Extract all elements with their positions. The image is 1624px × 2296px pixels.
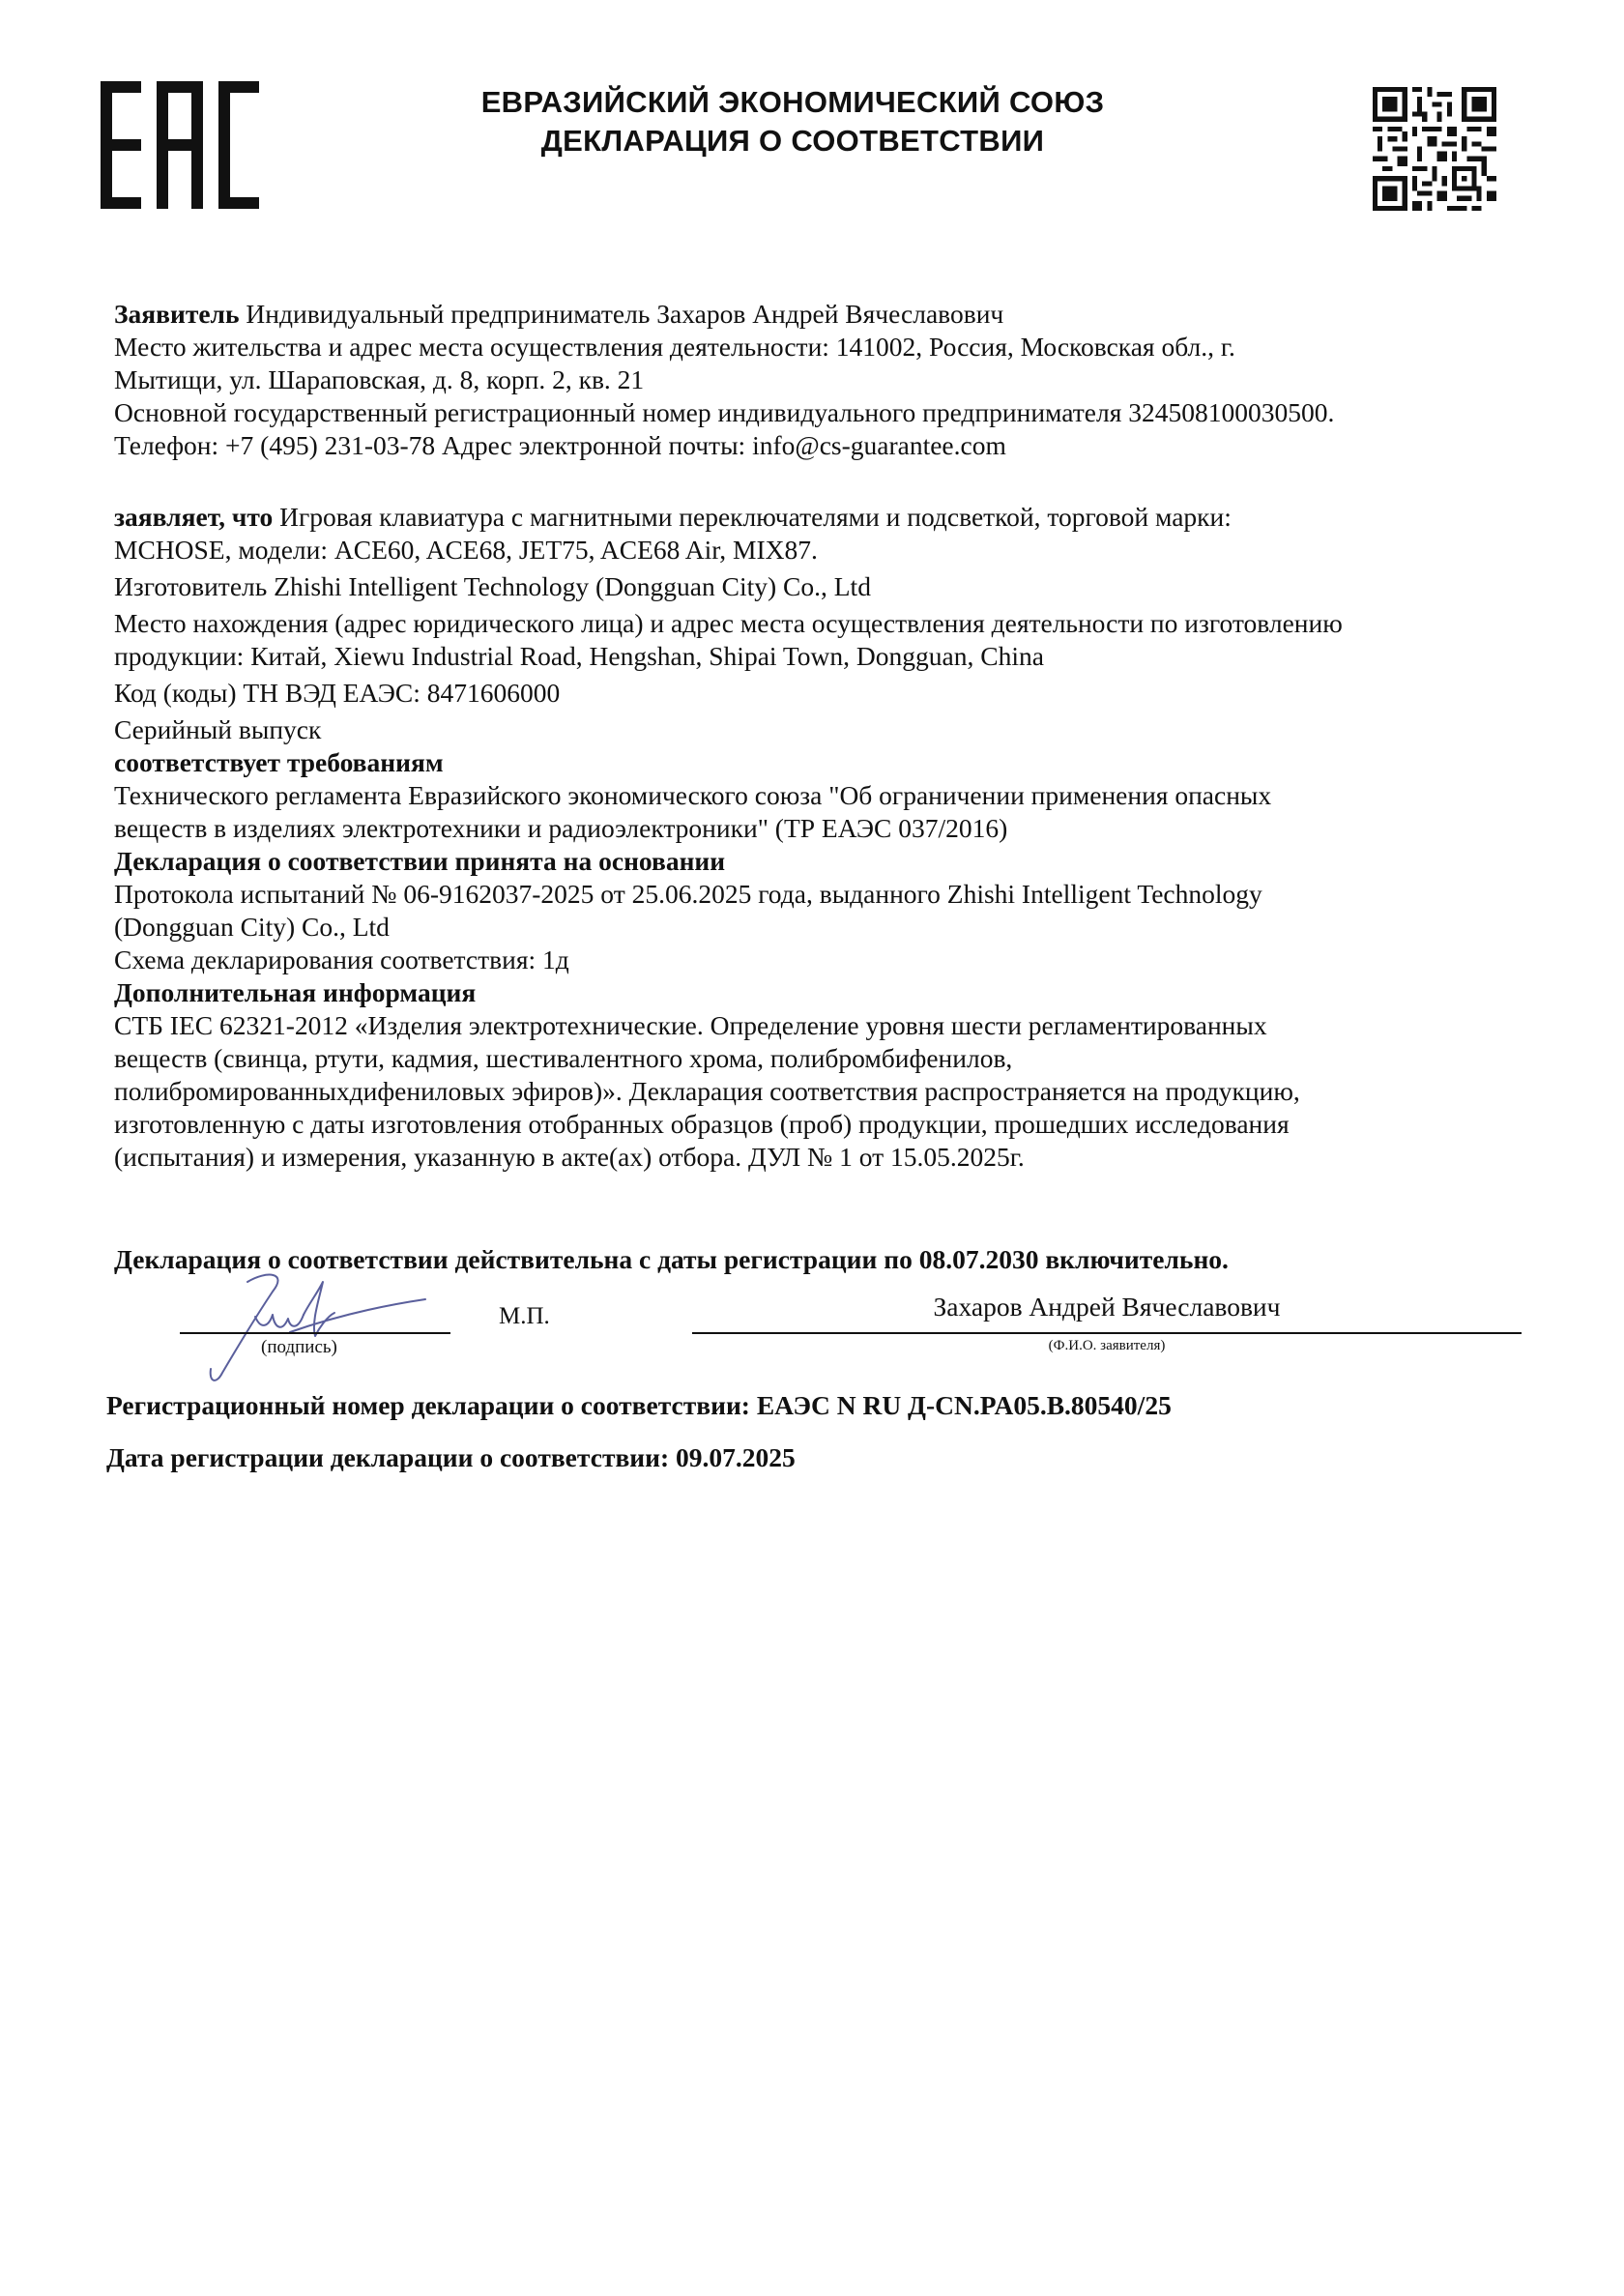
applicant-line (114, 298, 1525, 331)
declares-label: заявляет, что (114, 502, 274, 532)
seal-place-label: М.П. (499, 1303, 550, 1329)
applicant-ogrnip: Основной государственный регистрационный номер индивидуального предпринимателя 324508100030500. (114, 397, 1335, 427)
additional-line-1: СТБ IEC 62321-2012 «Изделия электротехнические. Определение уровня шести регламентированных (114, 1010, 1267, 1040)
handwritten-signature (184, 1264, 435, 1390)
declares-line (114, 501, 1525, 534)
applicant-label: Заявитель (114, 299, 240, 329)
registration-date: Дата регистрации декларации о соответствии: 09.07.2025 (106, 1442, 796, 1472)
declaration-title: ДЕКЛАРАЦИЯ О СООТВЕТСТВИИ (540, 124, 1045, 158)
registration-number: Регистрационный номер декларации о соответствии: ЕАЭС N RU Д-CN.PA05.B.80540/25 (106, 1390, 1172, 1420)
qr-code-icon (1373, 87, 1496, 211)
product-line-1: Игровая клавиатура с магнитными переключателями и подсветкой, торговой марки: (273, 502, 1232, 532)
requirements-label: соответствует требованиям (114, 747, 444, 777)
serial-production: Серийный выпуск (114, 714, 322, 744)
basis-line-2: (Dongguan City) Co., Ltd (114, 912, 390, 942)
hs-code: Код (коды) ТН ВЭД ЕАЭС: 8471606000 (114, 678, 561, 708)
validity-statement: Декларация о соответствии действительна с даты регистрации по 08.07.2030 включительно. (114, 1244, 1229, 1274)
name-caption: (Ф.И.О. заявителя) (1048, 1338, 1166, 1353)
applicant-contacts: Телефон: +7 (495) 231-03-78 Адрес электронной почты: info@cs-guarantee.com (114, 430, 1006, 460)
applicant-section (114, 298, 1525, 1174)
additional-info-label: Дополнительная информация (114, 977, 477, 1007)
basis-line-1: Протокола испытаний № 06-9162037-2025 от 25.06.2025 года, выданного Zhishi Intelligent Technology (114, 879, 1262, 909)
product-line-2: MCHOSE, модели: ACE60, ACE68, JET75, ACE68 Air, MIX87. (114, 535, 818, 565)
manufacturer-location-1: Место нахождения (адрес юридического лица) и адрес места осуществления деятельности по изготовлению (114, 608, 1343, 638)
applicant-address-1: Место жительства и адрес места осуществления деятельности: 141002, Россия, Московская обл., г. (114, 332, 1235, 362)
requirements-line-2: веществ в изделиях электротехники и радиоэлектроники" (ТР ЕАЭС 037/2016) (114, 813, 1008, 843)
applicant-address-2: Мытищи, ул. Шараповская, д. 8, корп. 2, кв. 21 (114, 364, 645, 394)
declaration-scheme: Схема декларирования соответствия: 1д (114, 945, 569, 974)
requirements-line-1: Технического регламента Евразийского экономического союза "Об ограничении применения опасных (114, 780, 1272, 810)
additional-line-5: (испытания) и измерения, указанную в акте(ах) отбора. ДУЛ № 1 от 15.05.2025г. (114, 1142, 1025, 1172)
name-line (692, 1332, 1522, 1334)
additional-line-3: полибромированныхдифениловых эфиров)». Декларация соответствия распространяется на продукцию, (114, 1076, 1300, 1106)
signature-caption: (подпись) (261, 1337, 337, 1357)
basis-label: Декларация о соответствии принята на основании (114, 846, 726, 876)
applicant-full-name: Захаров Андрей Вячеславович (933, 1292, 1281, 1322)
signature-line (180, 1332, 450, 1334)
additional-line-2: веществ (свинца, ртути, кадмия, шестивалентного хрома, полибромбифенилов, (114, 1043, 1013, 1073)
applicant-name: Индивидуальный предприниматель Захаров Андрей Вячеславович (239, 299, 1004, 329)
manufacturer-location-2: продукции: Китай, Xiewu Industrial Road, Hengshan, Shipai Town, Dongguan, China (114, 641, 1044, 671)
union-title: ЕВРАЗИЙСКИЙ ЭКОНОМИЧЕСКИЙ СОЮЗ (480, 85, 1105, 119)
manufacturer: Изготовитель Zhishi Intelligent Technology (Dongguan City) Co., Ltd (114, 571, 871, 601)
document-header (367, 83, 1218, 160)
additional-line-4: изготовленную с даты изготовления отобранных образцов (проб) продукции, прошедших исследования (114, 1109, 1290, 1139)
eac-mark-icon (101, 81, 259, 209)
